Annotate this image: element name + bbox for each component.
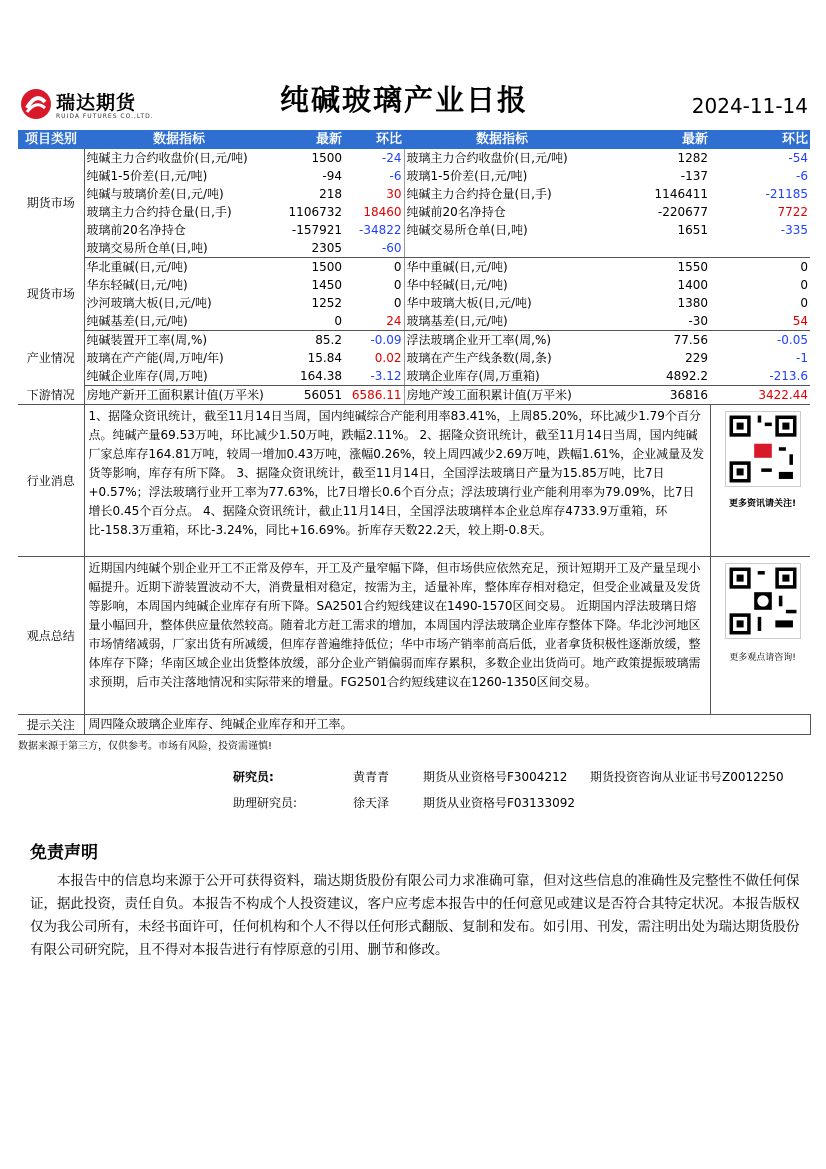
- latest-value: 0: [274, 312, 344, 331]
- news-row: [18, 405, 810, 557]
- indicator-name: 纯碱装置开工率(周,%): [86, 333, 208, 347]
- change-value: 0: [800, 260, 808, 274]
- latest-value: 1400: [677, 278, 708, 292]
- logo-subtext: RUIDA FUTURES CO.,LTD.: [56, 113, 154, 120]
- indicator-name: 纯碱交易所仓单(日,吨): [404, 221, 600, 239]
- table-row: [18, 349, 810, 367]
- category-cell: 期货市场: [18, 149, 84, 258]
- table-row: [18, 367, 810, 386]
- qr-caption: 更多资讯请关注!: [728, 499, 797, 509]
- table-row: [18, 276, 810, 294]
- report-date: 2024-11-14: [691, 94, 808, 118]
- change-value: -0.09: [370, 333, 402, 347]
- latest-value: 1651: [677, 223, 708, 237]
- header-change: 环比: [344, 130, 404, 149]
- latest-value: 1282: [677, 151, 708, 165]
- logo-text: 瑞达期货: [56, 92, 137, 114]
- change-value: 54: [710, 312, 810, 331]
- indicator-name: 房地产新开工面积累计值(万平米): [84, 386, 274, 405]
- report-title: 纯碱玻璃产业日报: [280, 83, 529, 117]
- indicator-name: 纯碱基差(日,元/吨): [84, 312, 274, 331]
- researcher-name: 黄青青: [353, 770, 390, 784]
- header-change: 环比: [710, 130, 810, 149]
- report-header: [18, 76, 810, 128]
- change-value: 18460: [363, 205, 402, 219]
- latest-value: 4892.2: [600, 367, 710, 386]
- change-value: -34822: [358, 223, 402, 237]
- assistant-label: 助理研究员:: [233, 796, 298, 810]
- latest-value: -157921: [291, 223, 342, 237]
- qr-code-icon: [725, 411, 801, 487]
- change-value: 0.02: [374, 351, 402, 365]
- indicator-name: 玻璃交易所仓单(日,吨): [84, 239, 274, 258]
- change-value: 24: [344, 312, 404, 331]
- change-value: 0: [393, 296, 402, 310]
- change-value: 0: [800, 296, 808, 310]
- header-indicator: 数据指标: [84, 130, 274, 149]
- change-value: 0: [393, 278, 402, 292]
- table-row: [18, 149, 810, 167]
- indicator-name: 纯碱企业库存(周,万吨): [84, 367, 274, 386]
- views-text: 近期国内纯碱个别企业开工不正常及停车，开工及产量窄幅下降，但市场供应依然充足，预计短期开工及产量呈现小幅提升。近期下游装置波动不大，消费量相对稳定，按需为主，适量补库，整体库存相对稳定，但受企业减量及发货等影响，本周国内纯碱企业库存有所下降。SA2501合约短线建议在1490-1570区间交易。 近期国内浮法玻璃日熔量小幅回升，整体供应量依然较高。随着北方赶工需求的增加，本周国内浮法玻璃企业库存整体下降。华北沙河地区市场情绪减弱，厂家出货有所减缓，但库存普遍维持低位；华中市场产销率前高后低，业者拿货积极性逐渐放缓，整体库存下降；华南区域企业出货整体放缓，部分企业产销偏弱而库存累积，多数企业出货尚可。地产政策提振玻璃需求预期，后市关注落地情况和实际带来的增量。FG2501合约短线建议在1260-1350区间交易。: [84, 557, 710, 715]
- latest-value: 1500: [311, 151, 342, 165]
- news-text: 1、据隆众资讯统计，截至11月14日当周，国内纯碱综合产能利用率83.41%，上周85.20%，环比减少1.79个百分点。纯碱产量69.53万吨，环比减少1.50万吨，跌幅2.11%。 2、据隆众资讯统计，截至11月14日当周，国内纯碱厂家总库存164.81万吨，较周一增加0.43万吨，涨幅0.26%，较上周四减少2.69万吨，跌幅1.61%，企业减量及发货等影响，库存有所下降。 3、据隆众资讯统计，截至11月14日，全国浮法玻璃日产量为15.85万吨，比7日+0.57%；浮法玻璃行业开工率为77.63%，比7日增长0.6个百分点；浮法玻璃行业产能利用率为79.09%，比7日增长0.45个百分点。 4、据隆众资讯统计，截止11月14日，全国浮法玻璃样本企业总库存4733.9万重箱，环比-158.3万重箱，环比-3.24%，同比+16.69%。折库存天数22.2天，较上期-0.8天。: [84, 405, 710, 557]
- category-cell: 行业消息: [18, 405, 84, 557]
- indicator-name: 玻璃在产产能(周,万吨/年): [86, 351, 224, 365]
- indicator-name: 纯碱前20名净持仓: [404, 203, 600, 221]
- indicator-name: 纯碱与玻璃价差(日,元/吨): [86, 187, 224, 201]
- latest-value: 15.84: [307, 351, 342, 365]
- indicator-name: 玻璃基差(日,元/吨): [404, 312, 600, 331]
- latest-value: 1500: [311, 260, 342, 274]
- latest-value: 77.56: [673, 333, 708, 347]
- change-value: -54: [788, 151, 808, 165]
- change-value: -213.6: [710, 367, 810, 386]
- latest-value: -30: [600, 312, 710, 331]
- latest-value: 36816: [600, 386, 710, 405]
- qr-cell: [710, 405, 810, 557]
- assistant-name: 徐天泽: [353, 796, 390, 810]
- indicator-name: 华中玻璃大板(日,元/吨): [404, 294, 600, 312]
- views-row: [18, 557, 810, 715]
- qr-caption: 更多观点请咨询!: [729, 653, 796, 663]
- indicator-name: 玻璃前20名净持仓: [86, 223, 186, 237]
- change-value: 30: [386, 187, 402, 201]
- researcher-consult-cert: 期货投资咨询从业证书号Z0012250: [590, 770, 784, 784]
- latest-value: 1252: [311, 296, 342, 310]
- category-cell: 观点总结: [18, 557, 84, 715]
- wechat-qr-code-icon: [725, 563, 801, 639]
- researcher-cert: 期货从业资格号F3004212: [423, 770, 568, 784]
- latest-value: -137: [680, 169, 708, 183]
- indicator-name: 沙河玻璃大板(日,元/吨): [86, 296, 212, 310]
- change-value: -0.05: [776, 333, 808, 347]
- change-value: [710, 239, 810, 258]
- table-row: [18, 185, 810, 203]
- change-value: -6: [389, 169, 402, 183]
- indicator-name: [404, 239, 600, 258]
- change-value: -6: [796, 169, 808, 183]
- change-value: 3422.44: [710, 386, 810, 405]
- latest-value: 1146411: [654, 187, 708, 201]
- change-value: -335: [780, 223, 808, 237]
- latest-value: 1380: [677, 296, 708, 310]
- indicator-name: 玻璃1-5价差(日,元/吨): [404, 167, 600, 185]
- disclaimer-title: 免责声明: [30, 843, 98, 863]
- latest-value: [600, 239, 710, 258]
- tips-text: 周四隆众玻璃企业库存、纯碱企业库存和开工率。: [84, 715, 810, 735]
- latest-value: 1106732: [288, 205, 342, 219]
- header-latest: 最新: [274, 130, 344, 149]
- change-value: 0: [800, 278, 808, 292]
- table-row: [18, 312, 810, 331]
- company-logo: [20, 86, 170, 126]
- indicator-name: 纯碱主力合约持仓量(日,手): [404, 185, 600, 203]
- category-cell: 产业情况: [18, 331, 84, 386]
- indicator-name: 浮法玻璃企业开工率(周,%): [404, 331, 600, 350]
- indicator-name: 华北重碱(日,元/吨): [86, 260, 188, 274]
- indicator-name: 纯碱主力合约收盘价(日,元/吨): [86, 151, 248, 165]
- header-indicator: 数据指标: [404, 130, 600, 149]
- indicator-name: 华中轻碱(日,元/吨): [404, 276, 600, 294]
- table-row: [18, 258, 810, 277]
- change-value: -3.12: [344, 367, 404, 386]
- indicator-name: 房地产竣工面积累计值(万平米): [404, 386, 600, 405]
- change-value: -1: [796, 351, 808, 365]
- table-row: [18, 239, 810, 258]
- indicator-name: 玻璃在产生产线条数(周,条): [404, 349, 600, 367]
- researcher-label: 研究员:: [233, 770, 274, 784]
- table-row: [18, 203, 810, 221]
- change-value: 0: [393, 260, 402, 274]
- table-row: [18, 221, 810, 239]
- table-row: [18, 167, 810, 185]
- header-category: 项目类别: [18, 130, 84, 149]
- latest-value: 229: [685, 351, 708, 365]
- indicator-name: 纯碱1-5价差(日,元/吨): [86, 169, 208, 183]
- category-cell: 提示关注: [18, 715, 84, 735]
- latest-value: 218: [319, 187, 342, 201]
- indicator-name: 玻璃企业库存(周,万重箱): [404, 367, 600, 386]
- latest-value: 85.2: [315, 333, 342, 347]
- latest-value: 2305: [274, 239, 344, 258]
- latest-value: 56051: [274, 386, 344, 405]
- data-table: [18, 130, 811, 735]
- latest-value: 1450: [311, 278, 342, 292]
- latest-value: -220677: [657, 205, 708, 219]
- latest-value: -94: [322, 169, 342, 183]
- header-latest: 最新: [600, 130, 710, 149]
- latest-value: 1550: [677, 260, 708, 274]
- table-row: [18, 331, 810, 350]
- indicator-name: 华中重碱(日,元/吨): [404, 258, 600, 277]
- logo-mark-icon: [20, 88, 52, 120]
- assistant-cert: 期货从业资格号F03133092: [423, 796, 575, 810]
- change-value: 7722: [777, 205, 808, 219]
- change-value: -60: [344, 239, 404, 258]
- indicator-name: 华东轻碱(日,元/吨): [86, 278, 188, 292]
- data-source-note: 数据来源于第三方，仅供参考。市场有风险，投资需谨慎!: [18, 741, 273, 752]
- change-value: 6586.11: [344, 386, 404, 405]
- table-row: [18, 386, 810, 405]
- table-header-row: [18, 130, 810, 149]
- change-value: -24: [381, 151, 402, 165]
- table-row: [18, 294, 810, 312]
- category-cell: 下游情况: [18, 386, 84, 405]
- tips-row: [18, 715, 810, 735]
- indicator-name: 玻璃主力合约收盘价(日,元/吨): [404, 149, 600, 167]
- indicator-name: 玻璃主力合约持仓量(日,手): [86, 205, 232, 219]
- category-cell: 现货市场: [18, 258, 84, 331]
- disclaimer-body: 本报告中的信息均来源于公开可获得资料，瑞达期货股份有限公司力求准确可靠，但对这些信息的准确性及完整性不做任何保证，据此投资，责任自负。本报告不构成个人投资建议，客户应考虑本报告中的任何意见或建议是否符合其特定状况。本报告版权仅为我公司所有，未经书面许可，任何机构和个人不得以任何形式翻版、复制和发布。如引用、刊发，需注明出处为瑞达期货股份有限公司研究院，且不得对本报告进行有悖原意的引用、删节和修改。: [30, 873, 800, 958]
- change-value: -21185: [765, 187, 808, 201]
- qr-cell: [710, 557, 810, 715]
- latest-value: 164.38: [274, 367, 344, 386]
